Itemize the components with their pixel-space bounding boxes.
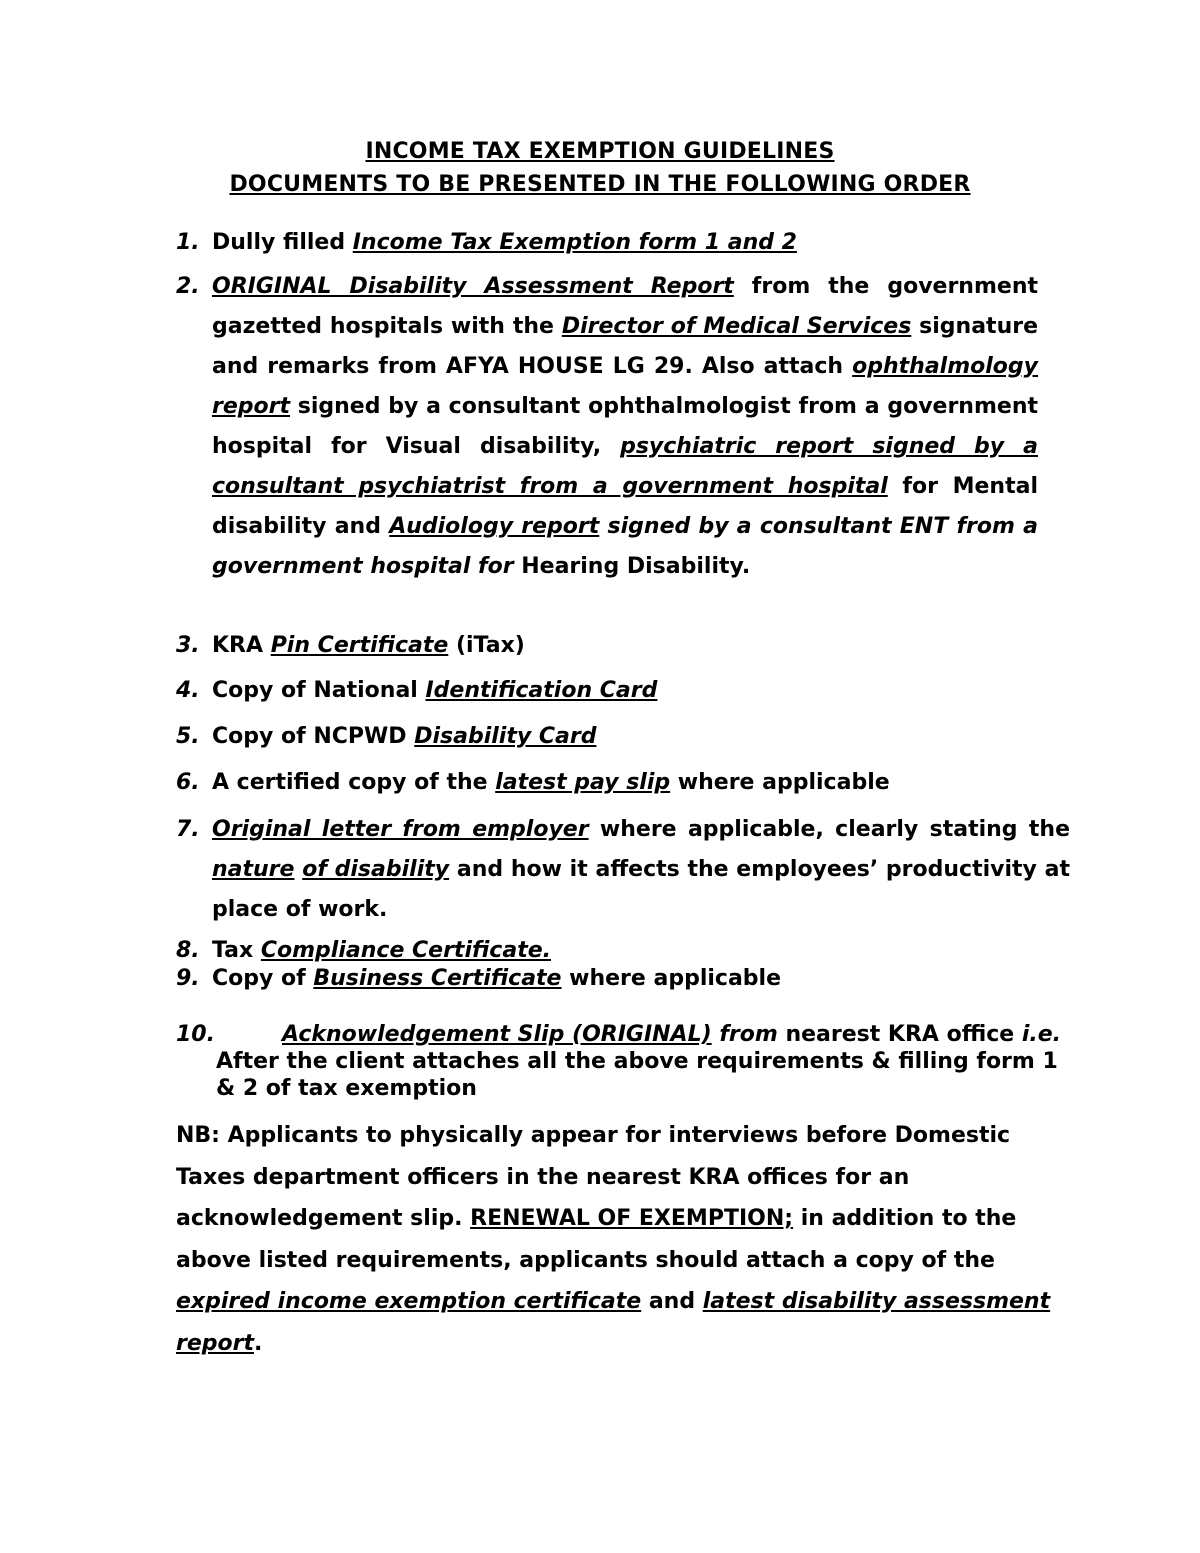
list-number: 1. [176,230,200,255]
item-text: for Mental disability and [212,474,1038,539]
item-emphasis: Audiology report [389,514,600,539]
renewal-heading: RENEWAL OF EXEMPTION; [470,1206,794,1231]
item-emphasis: Business Certificate [313,966,562,991]
item-italic: i.e. [1021,1022,1062,1047]
item-text: (iTax) [448,633,525,658]
item-text: signed by a consultant ophthalmologist from a government hospital for Visual disability, [212,394,1038,459]
nb-emphasis: latest disability assessment report [176,1289,1051,1356]
item-text: Copy of NCPWD [212,724,415,749]
item-text: Hearing Disability. [513,554,751,579]
item-text: Copy of [212,966,314,991]
item-emphasis: Director of Medical Services [561,314,912,339]
nb-paragraph [176,1115,1076,1364]
item-text: signature and remarks from AFYA HOUSE LG 29. Also attach [212,314,1039,379]
item-italic: signed by a consultant ENT from a government hospital for [212,514,1038,579]
list-item [176,937,1038,964]
item-emphasis: Compliance Certificate. [260,938,551,963]
list-item [176,1021,1076,1102]
list-number: 9. [176,966,200,991]
nb-text: NB: Applicants to physically appear for interviews before Domestic Taxes department officers in the nearest KRA offices for an acknowledgement slip. [176,1123,1011,1231]
nb-emphasis: expired income exemption certificate [176,1289,642,1314]
item-text: A certified copy of the [212,770,496,795]
item-text: from the government gazetted hospitals with the [212,274,1038,339]
item-emphasis: psychiatric report signed by a consultant psychiatrist from a government hospital [212,434,1038,499]
item-text: KRA [212,633,271,658]
item-text: After the client attaches all the above requirements & filling form 1 & 2 of tax exemption [216,1049,1058,1101]
item-emphasis: latest pay slip [495,770,671,795]
list-item [176,810,1070,930]
list-number: 7. [176,817,200,842]
nb-text: in addition to the above listed requirements, applicants should attach a copy of the [176,1206,1017,1273]
item-emphasis: Identification Card [425,678,658,703]
list-item [176,267,1038,587]
item-text: where applicable, clearly stating the [588,817,1070,842]
list-number: 3. [176,633,200,658]
list-item [176,626,1038,666]
list-item [176,717,1038,757]
item-text: nearest KRA office [777,1022,1022,1047]
item-emphasis: Disability Card [414,724,597,749]
list-item [176,763,1038,803]
list-number: 10. [176,1022,215,1047]
item-text: and how it affects the employees’ productivity at place of work. [212,857,1070,922]
item-emphasis: Pin Certificate [270,633,449,658]
document-subtitle: DOCUMENTS TO BE PRESENTED IN THE FOLLOWING ORDER [229,172,971,197]
list-number: 4. [176,678,200,703]
nb-text: . [254,1330,263,1356]
item-emphasis: Original letter from employer [212,817,589,842]
list-item [176,223,1038,263]
item-emphasis: Income Tax Exemption form 1 and 2 [352,230,797,255]
item-emphasis: ophthalmology report [212,354,1038,419]
item-emphasis: nature [212,857,295,882]
list-number: 5. [176,724,200,749]
nb-text: and [641,1289,703,1314]
list-item [176,965,1038,992]
item-italic: from [711,1022,778,1047]
list-number: 6. [176,770,200,795]
list-number: 2. [176,274,200,299]
list-item [176,671,1038,711]
item-text: where applicable [670,770,890,795]
list-number: 8. [176,938,200,963]
item-text: where applicable [561,966,782,991]
item-emphasis: of disability [302,857,450,882]
item-text: Tax [212,938,261,963]
document-title: INCOME TAX EXEMPTION GUIDELINES [365,139,835,164]
item-text: Dully filled [212,230,353,255]
item-text: Copy of National [212,678,426,703]
item-emphasis: ORIGINAL Disability Assessment Report [212,274,734,299]
item-emphasis: Acknowledgement Slip (ORIGINAL) [282,1022,712,1047]
